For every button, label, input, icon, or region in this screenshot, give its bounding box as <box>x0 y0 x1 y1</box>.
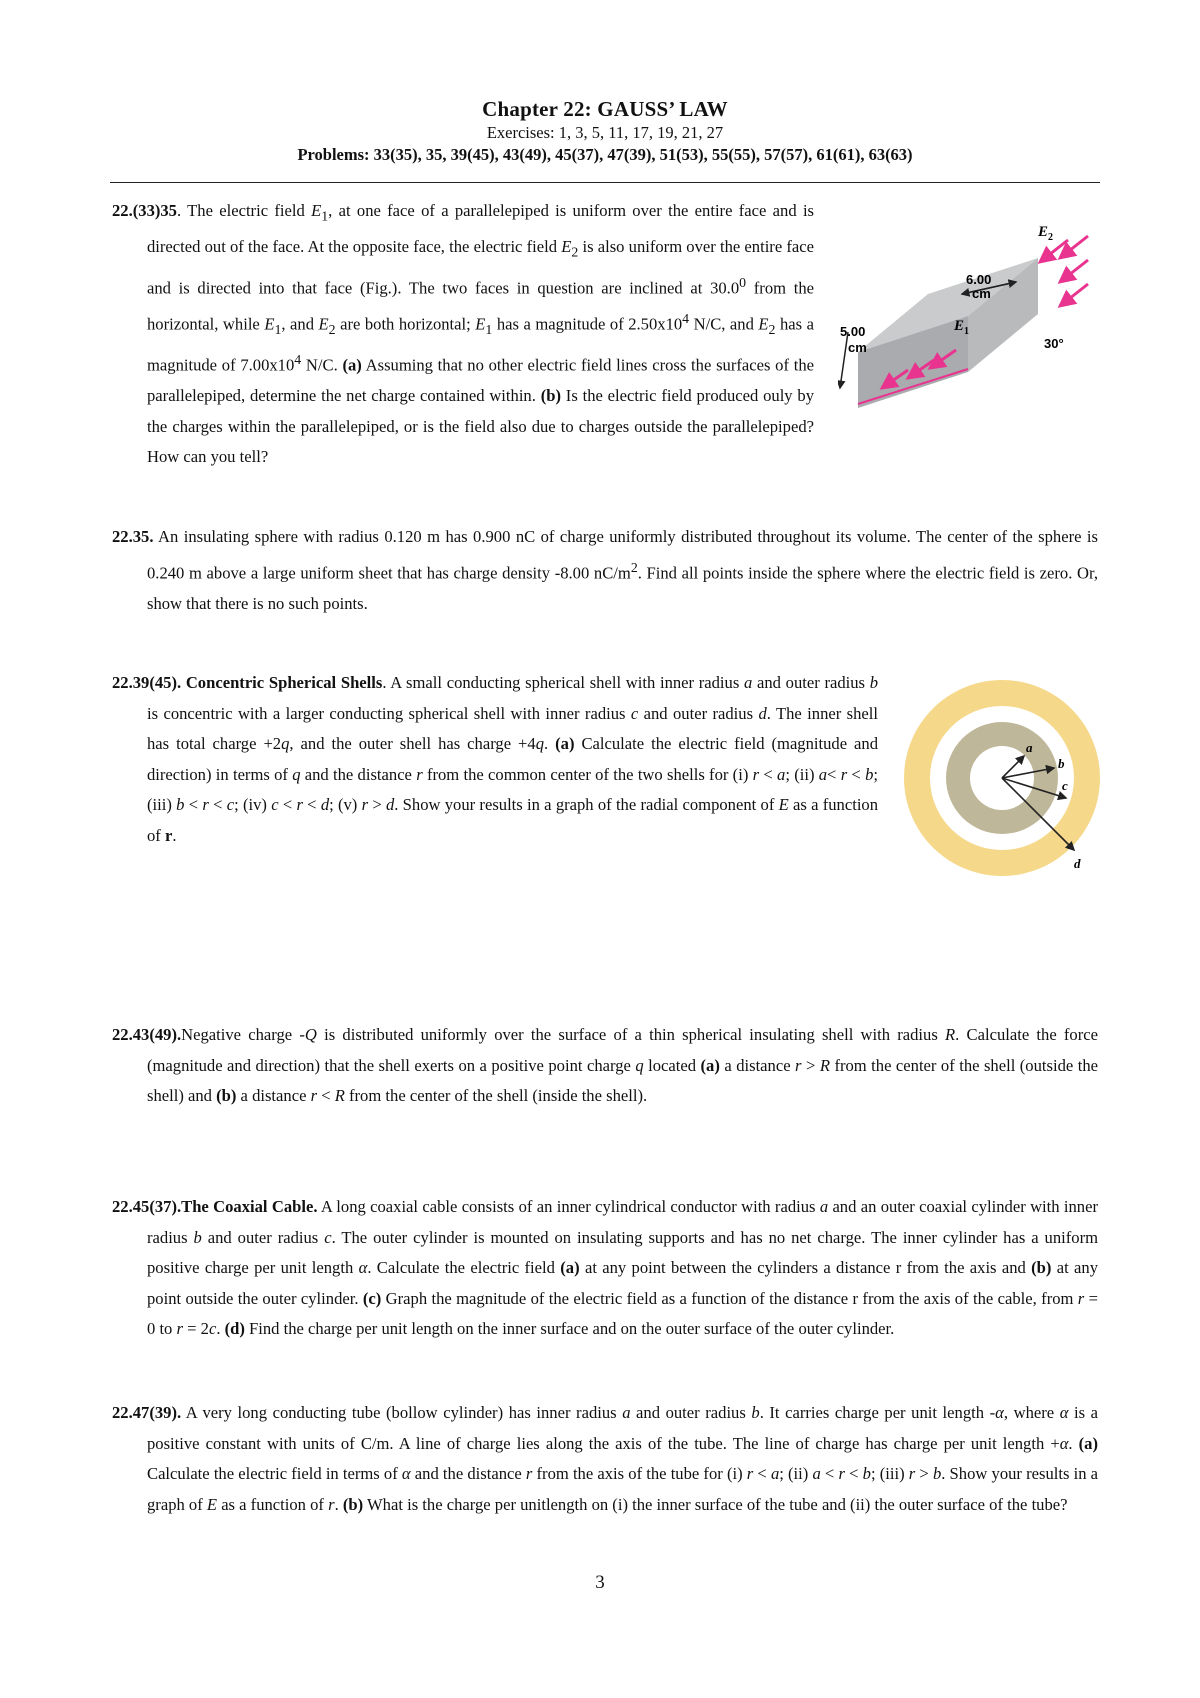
problem-number: 22.35. <box>112 527 154 546</box>
problem-text: 22.45(37).The Coaxial Cable. A long coaxial cable consists of an inner cylindrical conductor with radius a and an outer coaxial cylinder with inner radius b and outer radius c. The outer cylinder is mounted on insulating supports and has no net charge. The inner cylinder has a uniform positive charge per unit length α. Calculate the electric field (a) at any point between the cylinders a distance r from the axis and (b) at any point outside the outer cylinder. (c) Graph the magnitude of the electric field as a function of the distance r from the axis of the cable, from r = 0 to r = 2c. (d) Find the charge per unit length on the inner surface and on the outer surface of the outer cylinder. <box>112 1197 1099 1338</box>
exercises-list: Exercises: 1, 3, 5, 11, 17, 19, 21, 27 <box>486 123 724 142</box>
label-a: a <box>1026 740 1033 755</box>
parallelepiped-figure <box>838 212 1100 408</box>
problem-text: 22.43(49).Negative charge -Q is distributed uniformly over the surface of a thin spherical insulating shell with radius R. Calculate the force (magnitude and direction) that the shell exerts on a positive point charge q located (a) a distance r > R from the center of the shell (outside the shell) and (b) a distance r < R from the center of the shell (inside the shell). <box>112 1025 1098 1105</box>
label-c: c <box>1062 778 1068 793</box>
page-number: 3 <box>595 1572 605 1593</box>
problem-number: 22.(33)35 <box>112 201 177 220</box>
e1-label: $E_1$ <box>954 318 970 337</box>
problem-22-47-39 <box>112 1398 1098 1520</box>
problem-22-33-35 <box>112 196 814 473</box>
chapter-title: Chapter 22: GAUSS’ LAW <box>482 97 728 121</box>
problem-22-35 <box>112 522 1098 619</box>
angle-label: 30° <box>1044 336 1064 351</box>
problem-number: 22.47(39). <box>112 1403 182 1422</box>
problem-22-45-37 <box>112 1192 1098 1345</box>
header-divider <box>110 182 1100 183</box>
problem-text: 22.39(45). Concentric Spherical Shells. A small conducting spherical shell with inner radius a and outer radius b is concentric with a larger conducting spherical shell with inner radius c and outer radius d. The inner shell has total charge +2q, and the outer shell has charge +4q. (a) Calculate the electric field (magnitude and direction) in terms of q and the distance r from the common center of the two shells for (i) r < a; (ii) a< r < b; (iii) b < r < c; (iv) c < r < d; (v) r > d. Show your results in a graph of the radial component of E as a function of r. <box>112 673 879 845</box>
height-dimension-label <box>838 322 888 366</box>
problem-text: 22.47(39). A very long conducting tube (bollow cylinder) has inner radius a and outer radius b. It carries charge per unit length -α, where α is a positive constant with units of C/m. A line of charge lies along the axis of the tube. The line of charge has charge per unit length +α. (a) Calculate the electric field in terms of α and the distance r from the axis of the tube for (i) r < a; (ii) a < r < b; (iii) r > b. Show your results in a graph of E as a function of r. (b) What is the charge per unitlength on (i) the inner surface of the tube and (ii) the outer surface of the tube? <box>112 1403 1099 1514</box>
label-d: d <box>1074 856 1081 871</box>
problem-number: 22.39(45). Concentric Spherical Shells <box>112 673 383 692</box>
problem-text: 22.35. An insulating sphere with radius 0.120 m has 0.900 nC of charge uniformly distributed throughout its volume. The center of the sphere is 0.240 m above a large uniform sheet that has charge density -8.00 $nC/m^2$. Find all points inside the sphere where the electric field is zero. Or, show that there is no such points. <box>112 527 1098 613</box>
chapter-header <box>110 96 1100 166</box>
width-label: 6.00 <box>966 272 992 287</box>
svg-text:5.00: 5.00 <box>840 324 866 339</box>
e2-field-arrows <box>1040 236 1088 306</box>
e2-label: $E_2$ <box>1038 224 1054 243</box>
problem-22-43-49 <box>112 1020 1098 1112</box>
problem-22-39-45 <box>112 668 878 851</box>
problem-number: 22.43(49). <box>112 1025 182 1044</box>
problems-list: Problems: 33(35), 35, 39(45), 43(49), 45(37), 47(39), 51(53), 55(55), 57(57), 61(61), 63(63) <box>297 145 913 164</box>
problem-number: 22.45(37).The Coaxial Cable. <box>112 1197 318 1216</box>
svg-text:cm: cm <box>848 340 867 355</box>
width-unit: cm <box>972 286 991 301</box>
problem-text: 22.(33)35. The electric field $E_1$, at one face of a parallelepiped is uniform over the entire face and is directed out of the face. At the opposite face, the electric field $E_2$ is also uniform over the entire face and is directed into that face (Fig.). The two faces in question are inclined at 30.0$^0$ from the horizontal, while $E_1$, and $E_2$ are both horizontal; $E_1$ has a magnitude of $2.50x10^4$ N/C, and $E_2$ has a magnitude of $7.00x10^4$ N/C. (a) Assuming that no other electric field lines cross the surfaces of the parallelepiped, determine the net charge contained within. (b) Is the electric field produced ouly by the charges within the parallelepiped, or is the field also due to charges outside the parallelepiped? How can you tell? <box>112 201 815 467</box>
concentric-shells-figure <box>902 678 1102 878</box>
label-b: b <box>1058 756 1065 771</box>
